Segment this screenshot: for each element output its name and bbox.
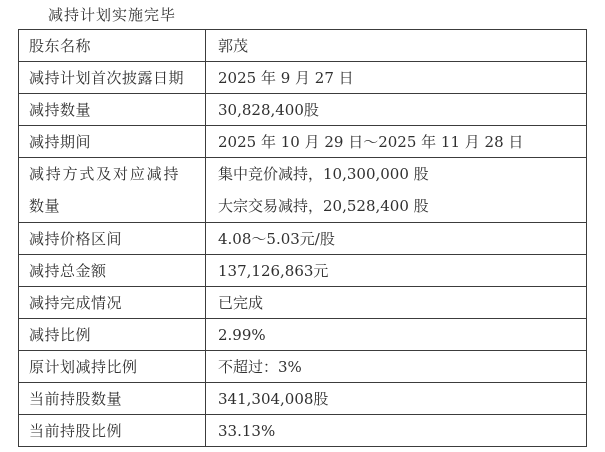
row-label: 股东名称 [19, 30, 206, 62]
row-value-line-1: 集中竞价减持，10,300,000 股 [218, 165, 429, 183]
row-value-line-2: 大宗交易减持，20,528,400 股 [218, 197, 429, 215]
table-row-completion-status [19, 287, 587, 319]
table-row-current-holding-quantity [19, 383, 587, 415]
table-row-first-disclosure-date [19, 62, 587, 94]
row-label: 减持计划首次披露日期 [19, 62, 206, 94]
table-row-planned-ratio [19, 351, 587, 383]
row-label: 减持期间 [19, 126, 206, 158]
row-value: 已完成 [206, 287, 587, 319]
row-value: 33.13% [206, 415, 587, 447]
row-label: 当前持股比例 [19, 415, 206, 447]
table-row-reduction-quantity [19, 94, 587, 126]
row-value: 341,304,008股 [206, 383, 587, 415]
row-label: 减持数量 [19, 94, 206, 126]
row-label: 减持完成情况 [19, 287, 206, 319]
table-row-total-amount [19, 255, 587, 287]
row-value: 30,828,400股 [206, 94, 587, 126]
disclosure-table [18, 29, 587, 447]
page-title: 减持计划实施完毕 [48, 6, 177, 24]
row-label: 当前持股数量 [19, 383, 206, 415]
row-value: 不超过：3% [206, 351, 587, 383]
row-label: 减持总金额 [19, 255, 206, 287]
row-label: 减持比例 [19, 319, 206, 351]
row-value [206, 158, 587, 223]
row-value: 137,126,863元 [206, 255, 587, 287]
row-value: 2.99% [206, 319, 587, 351]
row-value: 2025 年 10 月 29 日～2025 年 11 月 28 日 [206, 126, 587, 158]
row-label: 减持方式及对应减持数量 [19, 158, 206, 223]
table-row-reduction-methods [19, 158, 587, 223]
table-row-shareholder-name [19, 30, 587, 62]
row-label: 减持价格区间 [19, 223, 206, 255]
table-row-reduction-period [19, 126, 587, 158]
row-value: 郭茂 [206, 30, 587, 62]
table-row-reduction-ratio [19, 319, 587, 351]
row-value: 2025 年 9 月 27 日 [206, 62, 587, 94]
table-row-price-range [19, 223, 587, 255]
row-value: 4.08～5.03元/股 [206, 223, 587, 255]
row-label: 原计划减持比例 [19, 351, 206, 383]
table-row-current-holding-ratio [19, 415, 587, 447]
